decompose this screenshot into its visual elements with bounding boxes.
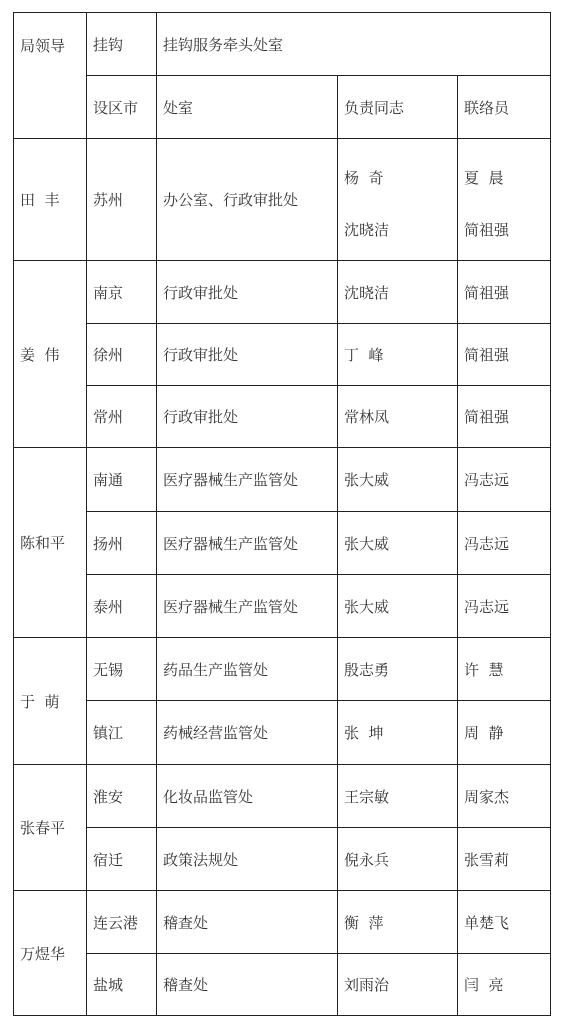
person-cell: 张 坤	[338, 701, 458, 765]
leader-cell: 姜 伟	[14, 261, 87, 448]
person-cell: 常林凤	[338, 386, 458, 448]
table-row	[14, 638, 551, 701]
city-cell: 无锡	[87, 638, 157, 701]
city-cell: 徐州	[87, 324, 157, 386]
office-cell: 医疗器械生产监管处	[157, 575, 338, 638]
office-cell: 政策法规处	[157, 828, 338, 891]
person-cell: 张大威	[338, 448, 458, 512]
person-cell: 王宗敏	[338, 765, 458, 828]
contact-cell	[458, 139, 551, 261]
person-name: 杨 奇	[344, 168, 384, 187]
assignment-table	[13, 12, 551, 1016]
header-office: 处室	[157, 76, 338, 139]
city-cell: 淮安	[87, 765, 157, 828]
contact-name: 简祖强	[464, 220, 510, 239]
person-cell: 殷志勇	[338, 638, 458, 701]
table-row	[14, 891, 551, 954]
leader-cell: 田 丰	[14, 139, 87, 261]
contact-cell: 张雪莉	[458, 828, 551, 891]
contact-cell: 冯志远	[458, 512, 551, 575]
contact-cell: 冯志远	[458, 448, 551, 512]
contact-cell: 闫 亮	[458, 954, 551, 1016]
person-cell: 刘雨治	[338, 954, 458, 1016]
contact-cell: 简祖强	[458, 324, 551, 386]
city-cell: 盐城	[87, 954, 157, 1016]
office-cell: 行政审批处	[157, 324, 338, 386]
city-cell: 泰州	[87, 575, 157, 638]
contact-cell: 简祖强	[458, 261, 551, 324]
table-row	[14, 448, 551, 512]
leader-cell: 陈和平	[14, 448, 87, 638]
table-row	[14, 139, 551, 261]
leader-cell: 万煜华	[14, 891, 87, 1016]
table-row	[14, 828, 551, 891]
person-cell: 丁 峰	[338, 324, 458, 386]
table-row	[14, 261, 551, 324]
contact-cell: 冯志远	[458, 575, 551, 638]
city-cell: 南通	[87, 448, 157, 512]
leader-cell: 张春平	[14, 765, 87, 891]
header-lead-office: 挂钩服务牵头处室	[157, 13, 551, 76]
city-cell: 南京	[87, 261, 157, 324]
person-cell: 张大威	[338, 512, 458, 575]
table-row	[14, 765, 551, 828]
city-cell: 镇江	[87, 701, 157, 765]
contact-cell: 许 慧	[458, 638, 551, 701]
table-row	[14, 324, 551, 386]
contact-name: 夏 晨	[464, 168, 504, 187]
contact-cell: 周家杰	[458, 765, 551, 828]
person-cell	[338, 139, 458, 261]
header-hook: 挂钩	[87, 13, 157, 76]
city-cell: 扬州	[87, 512, 157, 575]
table-row	[14, 386, 551, 448]
header-row-2	[14, 76, 551, 139]
office-cell: 行政审批处	[157, 386, 338, 448]
contact-cell: 单楚飞	[458, 891, 551, 954]
leader-cell: 于 萌	[14, 638, 87, 765]
office-cell: 化妆品监管处	[157, 765, 338, 828]
office-cell: 医疗器械生产监管处	[157, 512, 338, 575]
office-cell: 药械经营监管处	[157, 701, 338, 765]
header-person: 负责同志	[338, 76, 458, 139]
office-cell: 稽查处	[157, 954, 338, 1016]
person-name: 沈晓洁	[344, 220, 390, 239]
office-cell: 行政审批处	[157, 261, 338, 324]
header-row-1	[14, 13, 551, 76]
person-cell: 衡 萍	[338, 891, 458, 954]
office-cell: 医疗器械生产监管处	[157, 448, 338, 512]
header-contact: 联络员	[458, 76, 551, 139]
person-cell: 沈晓洁	[338, 261, 458, 324]
city-cell: 连云港	[87, 891, 157, 954]
contact-cell: 简祖强	[458, 386, 551, 448]
city-cell: 苏州	[87, 139, 157, 261]
header-leader: 局领导	[14, 13, 87, 139]
office-cell: 药品生产监管处	[157, 638, 338, 701]
office-cell: 稽查处	[157, 891, 338, 954]
city-cell: 宿迁	[87, 828, 157, 891]
city-cell: 常州	[87, 386, 157, 448]
header-district: 设区市	[87, 76, 157, 139]
contact-cell: 周 静	[458, 701, 551, 765]
person-cell: 张大威	[338, 575, 458, 638]
office-cell: 办公室、行政审批处	[157, 139, 338, 261]
person-cell: 倪永兵	[338, 828, 458, 891]
table-row	[14, 575, 551, 638]
table-row	[14, 701, 551, 765]
table-row	[14, 954, 551, 1016]
table-row	[14, 512, 551, 575]
